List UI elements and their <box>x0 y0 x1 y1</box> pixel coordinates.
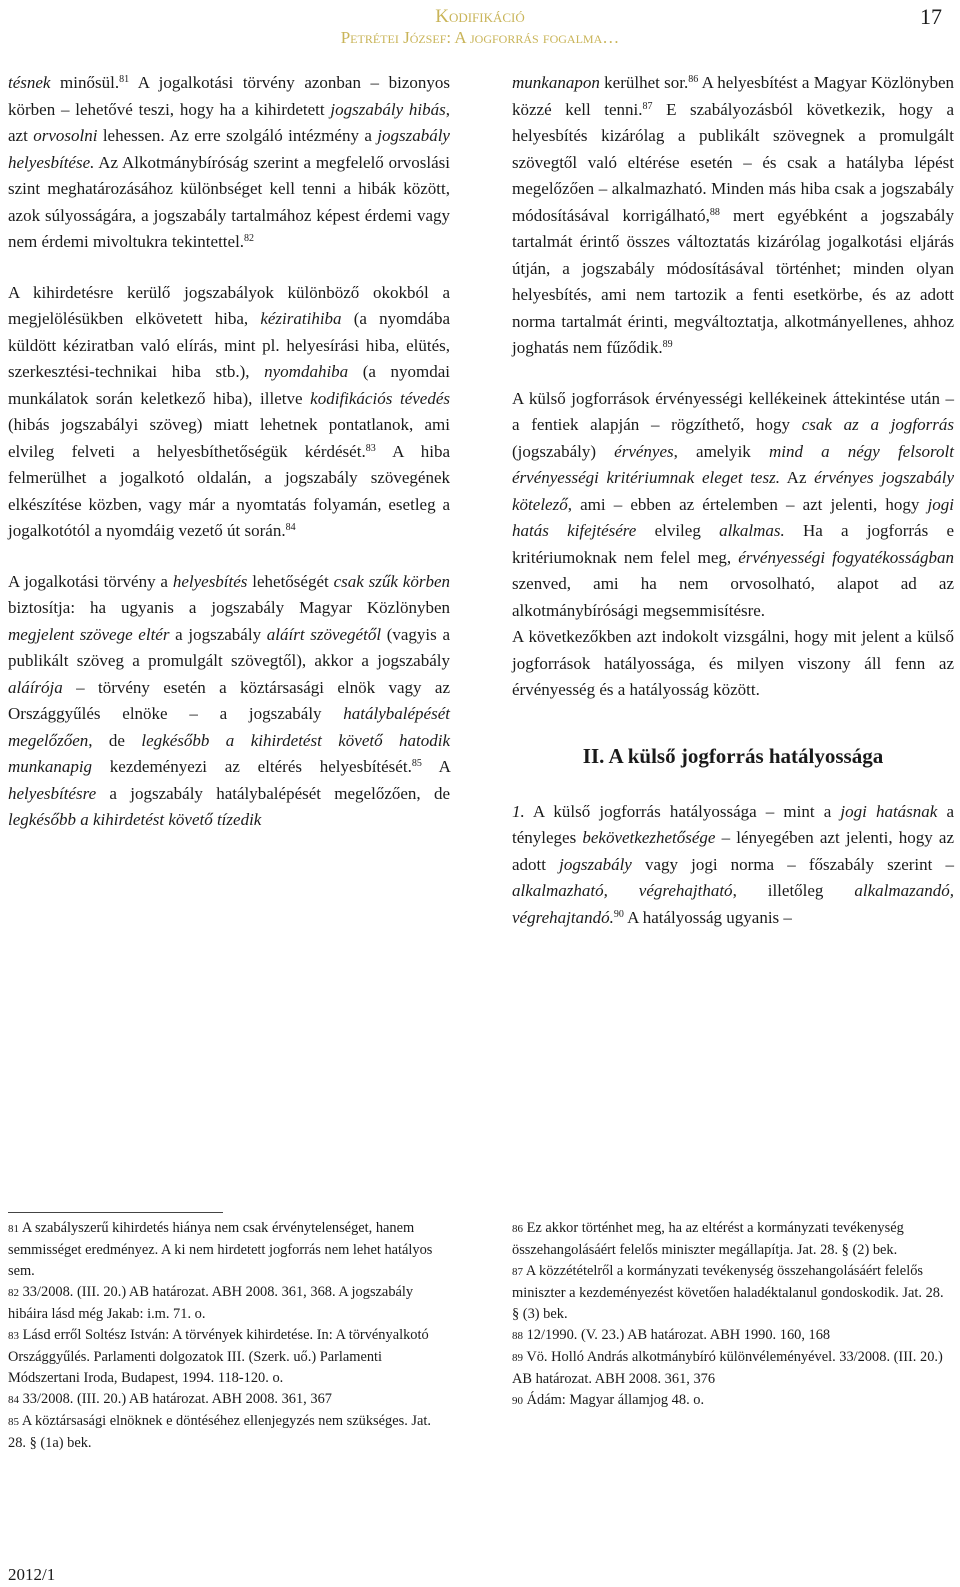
footnote-number: 84 <box>8 1394 19 1406</box>
footnote-ref: 84 <box>285 522 296 533</box>
footnote-ref: 89 <box>662 339 673 350</box>
italic-text: munkanapon <box>512 73 600 92</box>
text-run: (a nyomdai munkálatok során keletkező hiba), illetve <box>8 362 451 408</box>
text-run: a tényleges <box>512 801 954 847</box>
text-run: minősül. <box>50 73 120 92</box>
footnote-text: Ádám: Magyar államjog 48. o. <box>526 1392 705 1408</box>
italic-text: jogszabály <box>559 854 632 874</box>
footnote-text: A közzétételről a kormányzati tevékenység összehangolásáért felelős miniszter a kezdeményezést követően haladéktalanul gondoskodik. Jat. 28. § (3) bek. <box>512 1263 944 1322</box>
text-run: lehessen. Az erre szolgáló intézmény a <box>97 126 378 145</box>
text-run: A hiba felmerülhet a jogalkotó oldalán, a jogszabály szövegének elkészítése közben, vagy már a nyomtatás folyamán, esetleg a jogalkotótól a nyomdáig vezető út során. <box>8 441 451 540</box>
text-run: biztosítja: ha ugyanis a jogszabály Magyar Közlönyben <box>8 598 450 617</box>
text-run: , ami – ebben az értelemben – azt jelenti, hogy <box>567 494 928 514</box>
text-run: – törvény esetén a köztársasági elnök vagy az Országgyűlés elnöke – a jogszabály <box>8 677 450 723</box>
paragraph <box>8 569 450 834</box>
text-run: , illetőleg <box>732 881 855 900</box>
footnote-number: 82 <box>8 1287 19 1299</box>
footnote-number: 90 <box>512 1395 523 1407</box>
footnote-ref: 86 <box>688 74 699 85</box>
italic-text: mind a négy felsorolt érvényességi kritériumnak eleget tesz. <box>512 441 954 487</box>
italic-text: jogi hatás kifejtésére <box>512 494 954 540</box>
footnote-ref: 87 <box>642 100 653 112</box>
italic-text: csak szűk körben <box>333 571 450 591</box>
paragraph <box>512 386 954 625</box>
text-run: a jogszabály <box>169 624 267 644</box>
text-run: E szabályozásból következik, hogy a helyesbítés kizárólag a publikált szövegnek a promulgált szövegtől való eltérése esetén – és csak a hatályba lépést megelőzően – alkalmazható. Minden más hiba csak a jogszabály módosításával korrigálható, <box>512 99 954 225</box>
text-run: – lényegében azt jelenti, hogy az adott <box>512 828 955 874</box>
text-run: A kihirdetésre kerülő jogszabályok különböző okokból a megjelölésükben elkövetett hiba, <box>8 282 450 328</box>
footnote-text: 33/2008. (III. 20.) AB határozat. ABH 2008. 361, 367 <box>22 1391 332 1407</box>
text-run: (a nyomdába küldött kéziratban való elírás, mint pl. helyesírási hiba, elütés, szerkesztési-technikai hiba stb.), <box>8 309 450 381</box>
footnote-text: Lásd erről Soltész István: A törvények kihirdetése. In: A törvényalkotó Országgyűlés. Parlamenti dolgozatok III. (Szerk. uő.) Parlamenti Módszertani Iroda, Budapest, 1994. 118-120. o. <box>8 1327 429 1386</box>
paragraph <box>8 280 450 545</box>
text-run: , azt <box>8 99 450 145</box>
footnote <box>512 1325 950 1347</box>
text-run: mert egyébként a jogszabály tartalmát érintő összes változtatás kizárólag jogalkotási eljárás útján, a jogszabály módosításával történhet; minden olyan helyesbítés, ami nem tartozik a fenti esetkörbe, és az adott norma tartalmát érinti, megváltoztatja, alkotmányellenes, ahhoz joghatás nem fűződik. <box>512 205 954 357</box>
footnote-ref: 88 <box>709 206 720 218</box>
footnote-ref: 82 <box>244 233 255 244</box>
italic-text: legkésőbb a kihirdetést követő tízedik <box>8 810 262 829</box>
italic-text: tésnek <box>8 73 51 92</box>
italic-text: érvényességi fogyatékosságban <box>738 547 954 567</box>
footnote-number: 85 <box>8 1416 19 1428</box>
footnote-ref: 85 <box>411 758 422 769</box>
footnote-separator <box>8 1212 223 1213</box>
footnote-number: 81 <box>8 1223 19 1235</box>
text-run: kerülhet sor. <box>599 73 689 92</box>
paragraph <box>8 70 450 256</box>
italic-text: kéziratihiba <box>260 309 342 328</box>
text-run: A külső jogforrás hatályossága – mint a <box>524 801 841 821</box>
text-run: A jogalkotási törvény azonban – bizonyos körben – lehetővé teszi, hogy ha a kihirdetett <box>8 73 450 119</box>
italic-text: orvosolni <box>33 126 98 145</box>
text-run: Ha a jogforrás e kritériumoknak nem felel meg, <box>512 521 954 567</box>
text-run: A helyesbítést a Magyar Közlönyben közzé kell tenni. <box>512 73 954 119</box>
journal-title: Kodifikáció <box>435 6 525 27</box>
footnote-number: 83 <box>8 1330 19 1342</box>
italic-text: érvényes jogszabály kötelező <box>512 468 954 514</box>
italic-text: jogszabály hibás <box>330 99 446 119</box>
footnote <box>512 1390 950 1412</box>
italic-text: alkalmazható, végrehajtható <box>512 881 733 900</box>
text-run: szenved, ami ha nem orvosolható, alapot ad az alkotmánybírósági megsemmisítésre. <box>512 574 954 620</box>
footnote <box>512 1347 950 1390</box>
italic-text: megjelent szövege eltér <box>8 624 170 644</box>
footnote-number: 86 <box>512 1223 523 1235</box>
footnotes-right <box>512 1218 950 1412</box>
text-run: , de <box>88 730 142 750</box>
footnote <box>8 1411 446 1454</box>
italic-text: aláírt szövegétől <box>266 624 382 644</box>
italic-text: helyesbítésre <box>8 783 97 803</box>
italic-text: helyesbítés <box>172 571 248 591</box>
footnote <box>512 1218 950 1261</box>
issue-label: 2012/1 <box>8 1565 56 1584</box>
text-run: lehetőségét <box>247 571 334 591</box>
italic-text: csak az a jogforrás <box>801 415 954 434</box>
text-run: vagy jogi norma – főszabály szerint – <box>631 854 954 874</box>
section-heading: II. A külső jogforrás hatályossága <box>582 743 884 768</box>
footnote <box>8 1389 446 1411</box>
italic-text: alkalmazandó, végrehajtandó. <box>512 881 954 927</box>
paragraph <box>512 799 954 932</box>
text-run: A következőkben azt indokolt vizsgálni, hogy mit jelent a külső jogforrások hatályossága, és milyen viszony áll fenn az érvényesség és a hatályosság között. <box>512 627 954 699</box>
footnote-text: 12/1990. (V. 23.) AB határozat. ABH 1990. 160, 168 <box>526 1327 831 1343</box>
text-run: (jogszabály) <box>512 441 615 461</box>
text-run: a jogszabály hatálybalépését megelőzően, de <box>96 783 450 803</box>
footnote <box>8 1282 446 1325</box>
text-run: (hibás jogszabályi szöveg) miatt lehetnek pontatlanok, ami elvileg felveti a helyesbíthetőségük kérdését. <box>8 415 450 461</box>
footnote <box>512 1261 950 1325</box>
footnote <box>8 1325 446 1389</box>
italic-text: nyomdahiba <box>264 362 349 381</box>
text-run: Az Alkotmánybíróság szerint a megfelelő orvoslási szint meghatározásához különbséget kell tenni a hibák között, azok súlyosságára, a jogszabály tartalmához képest érdemi vagy nem érdemi mivoltukra tekintettel. <box>8 152 450 251</box>
text-run: elvileg <box>636 521 720 540</box>
italic-text: alkalmas. <box>719 521 785 540</box>
italic-text: 1. <box>512 801 525 821</box>
text-run: , amelyik <box>673 441 769 461</box>
article-title: Petrétei József: A jogforrás fogalma… <box>340 28 620 47</box>
footnote-text: Ez akkor történhet meg, ha az eltérést a kormányzati tevékenység összehangolásáért felelős miniszter megállapítja. Jat. 28. § (2) bek. <box>512 1220 904 1258</box>
footnote-text: Vö. Holló András alkotmánybíró különvéleményével. 33/2008. (III. 20.) AB határozat. ABH 2008. 361, 376 <box>512 1349 943 1387</box>
footnote-number: 89 <box>512 1352 523 1364</box>
footnote-text: 33/2008. (III. 20.) AB határozat. ABH 2008. 361, 368. A jogszabály hibáira lásd még Jakab: i.m. 71. o. <box>8 1284 414 1322</box>
italic-text: hatálybalépését megelőzően <box>8 704 450 750</box>
paragraph <box>512 70 954 362</box>
footnote-ref: 90 <box>613 908 624 920</box>
text-run: Az <box>779 468 815 487</box>
footnote-text: A szabályszerű kihirdetés hiánya nem csak érvénytelenséget, hanem semmisséget eredményez. A ki nem hirdetett jogforrás nem lehet hatályos sem. <box>8 1220 433 1279</box>
italic-text: jogi hatásnak <box>840 801 938 821</box>
footnote-text: A köztársasági elnöknek e döntéséhez ellenjegyzés nem szükséges. Jat. 28. § (1a) bek. <box>8 1413 432 1451</box>
footnote-number: 87 <box>512 1266 523 1278</box>
paragraph <box>512 624 954 704</box>
footnotes-left <box>8 1218 446 1454</box>
text-run: A <box>421 757 450 776</box>
footnote-ref: 83 <box>365 442 376 454</box>
text-run: A hatályosság ugyanis – <box>623 907 792 927</box>
left-column <box>8 70 450 834</box>
footnote-ref: 81 <box>119 74 130 85</box>
text-run: A jogalkotási törvény a <box>8 571 173 591</box>
italic-text: bekövetkezhetősége <box>582 828 716 847</box>
running-header <box>0 6 960 48</box>
footnote-number: 88 <box>512 1330 523 1342</box>
italic-text: érvényes <box>614 441 674 461</box>
page-number: 17 <box>920 4 942 29</box>
text-run: (vagyis a publikált szöveg a promulgált szövegtől), akkor a jogszabály <box>8 624 450 670</box>
text-run: kezdeményezi az eltérés helyesbítését. <box>92 757 412 776</box>
text-run: A külső jogforrások érvényességi kellékeinek áttekintése után – a fentiek alapján – rögzíthető, hogy <box>512 388 954 434</box>
italic-text: jogszabály helyesbítése. <box>8 126 450 172</box>
italic-text: kodifikációs tévedés <box>310 388 450 408</box>
right-column <box>512 70 954 931</box>
italic-text: legkésőbb a kihirdetést követő hatodik munkanapig <box>8 730 450 776</box>
italic-text: aláírója <box>8 677 63 697</box>
footnote <box>8 1218 446 1282</box>
